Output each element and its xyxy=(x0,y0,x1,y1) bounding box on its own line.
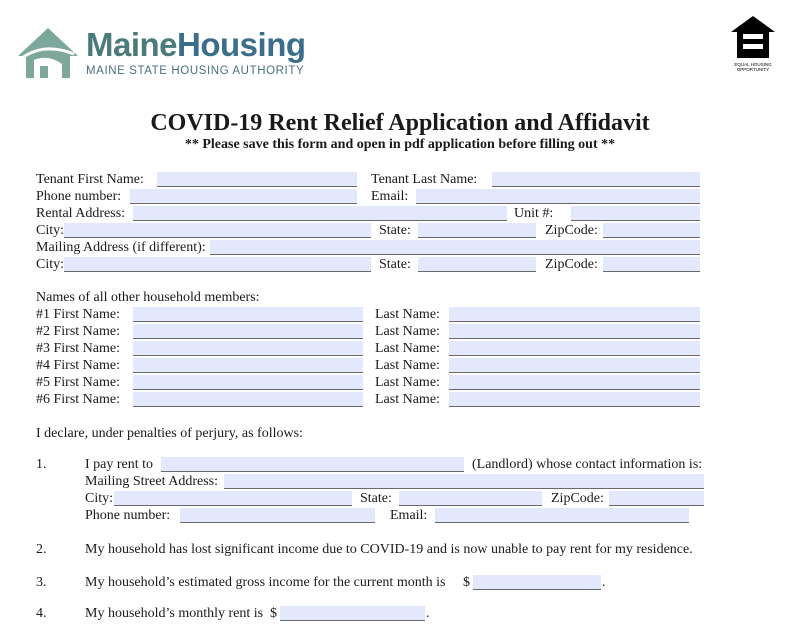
pay-rent-label: I pay rent to xyxy=(85,457,154,472)
item-2-number: 2. xyxy=(36,542,47,557)
rental-address-input[interactable] xyxy=(133,206,507,221)
item-4-number: 4. xyxy=(36,606,47,621)
tenant-phone-input[interactable] xyxy=(130,189,357,204)
item-4-period: . xyxy=(426,606,430,621)
tenant-first-name-label: Tenant First Name: xyxy=(36,172,144,187)
member-1-last-name-label: Last Name: xyxy=(375,307,440,322)
member-2-first-name-label: #2 First Name: xyxy=(36,324,120,339)
zipcode-label: ZipCode: xyxy=(545,223,598,238)
member-6-last-name-label: Last Name: xyxy=(375,392,440,407)
state-label: State: xyxy=(379,223,411,238)
landlord-mailing-input[interactable] xyxy=(224,474,704,489)
monthly-income-input[interactable] xyxy=(473,575,601,590)
landlord-city-input[interactable] xyxy=(114,491,352,506)
tenant-email-input[interactable] xyxy=(416,189,700,204)
form-subtitle: ** Please save this form and open in pdf application before filling out ** xyxy=(184,137,616,152)
landlord-city-label: City: xyxy=(85,491,114,506)
member-4-first-name-label: #4 First Name: xyxy=(36,358,120,373)
landlord-contact-label: (Landlord) whose contact information is: xyxy=(472,457,703,472)
mailing-city-input[interactable] xyxy=(64,257,371,272)
mailing-state-input[interactable] xyxy=(418,257,536,272)
member-2-last-name-input[interactable] xyxy=(449,324,700,339)
item-1-number: 1. xyxy=(36,457,47,472)
logo-word-maine: Maine xyxy=(86,26,178,63)
equal-housing-logo xyxy=(726,14,780,74)
equal-housing-text: EQUAL HOUSING OPPORTUNITY xyxy=(734,62,772,72)
item-3-text: My household’s estimated gross income for the current month is xyxy=(85,575,446,590)
member-1-last-name-input[interactable] xyxy=(449,307,700,322)
form-title: COVID-19 Rent Relief Application and Affidavit xyxy=(150,110,650,136)
declaration-intro: I declare, under penalties of perjury, as follows: xyxy=(36,426,303,441)
unit-input[interactable] xyxy=(571,206,700,221)
member-1-first-name-input[interactable] xyxy=(133,307,363,322)
member-3-first-name-label: #3 First Name: xyxy=(36,341,120,356)
unit-label: Unit #: xyxy=(514,206,554,221)
item-3-period: . xyxy=(602,575,606,590)
house-logo-icon xyxy=(14,24,84,82)
rent-dollar-sign: $ xyxy=(270,606,277,621)
monthly-rent-input[interactable] xyxy=(280,606,425,621)
equal-housing-icon xyxy=(729,14,777,60)
member-6-first-name-label: #6 First Name: xyxy=(36,392,120,407)
item-3-number: 3. xyxy=(36,575,47,590)
mailing-city-label: City: xyxy=(36,257,65,272)
logo-wordmark xyxy=(86,28,306,62)
city-label: City: xyxy=(36,223,65,238)
city-input[interactable] xyxy=(64,223,371,238)
tenant-phone-label: Phone number: xyxy=(36,189,122,204)
landlord-zipcode-input[interactable] xyxy=(609,491,704,506)
landlord-email-input[interactable] xyxy=(435,508,689,523)
member-1-first-name-label: #1 First Name: xyxy=(36,307,120,322)
member-2-last-name-label: Last Name: xyxy=(375,324,440,339)
mailing-address-label: Mailing Address (if different): xyxy=(36,240,206,255)
mailing-zipcode-input[interactable] xyxy=(603,257,700,272)
item-2-text: My household has lost significant income due to COVID-19 and is now unable to pay rent for my residence. xyxy=(85,542,693,557)
landlord-zipcode-label: ZipCode: xyxy=(551,491,604,506)
member-5-first-name-input[interactable] xyxy=(133,375,363,390)
member-5-first-name-label: #5 First Name: xyxy=(36,375,120,390)
logo-word-housing: Housing xyxy=(177,26,306,63)
tenant-email-label: Email: xyxy=(371,189,409,204)
household-heading: Names of all other household members: xyxy=(36,290,260,305)
landlord-phone-label: Phone number: xyxy=(85,508,171,523)
member-3-last-name-input[interactable] xyxy=(449,341,700,356)
member-6-first-name-input[interactable] xyxy=(133,392,363,407)
landlord-email-label: Email: xyxy=(390,508,428,523)
member-2-first-name-input[interactable] xyxy=(133,324,363,339)
member-5-last-name-input[interactable] xyxy=(449,375,700,390)
member-4-last-name-input[interactable] xyxy=(449,358,700,373)
landlord-mailing-label: Mailing Street Address: xyxy=(85,474,218,489)
member-3-last-name-label: Last Name: xyxy=(375,341,440,356)
state-input[interactable] xyxy=(418,223,536,238)
zipcode-input[interactable] xyxy=(603,223,700,238)
mainehousing-logo xyxy=(14,24,344,84)
member-5-last-name-label: Last Name: xyxy=(375,375,440,390)
member-6-last-name-input[interactable] xyxy=(449,392,700,407)
landlord-state-input[interactable] xyxy=(399,491,542,506)
rental-address-label: Rental Address: xyxy=(36,206,126,221)
tenant-last-name-label: Tenant Last Name: xyxy=(371,172,478,187)
member-3-first-name-input[interactable] xyxy=(133,341,363,356)
landlord-name-input[interactable] xyxy=(161,457,464,472)
mailing-address-input[interactable] xyxy=(210,240,700,255)
tenant-last-name-input[interactable] xyxy=(492,172,700,187)
item-4-text: My household’s monthly rent is xyxy=(85,606,264,621)
landlord-phone-input[interactable] xyxy=(180,508,375,523)
tenant-first-name-input[interactable] xyxy=(157,172,357,187)
mailing-zipcode-label: ZipCode: xyxy=(545,257,598,272)
income-dollar-sign: $ xyxy=(463,575,470,590)
member-4-last-name-label: Last Name: xyxy=(375,358,440,373)
mailing-state-label: State: xyxy=(379,257,411,272)
member-4-first-name-input[interactable] xyxy=(133,358,363,373)
logo-subtitle: MAINE STATE HOUSING AUTHORITY xyxy=(86,65,305,77)
landlord-state-label: State: xyxy=(360,491,392,506)
